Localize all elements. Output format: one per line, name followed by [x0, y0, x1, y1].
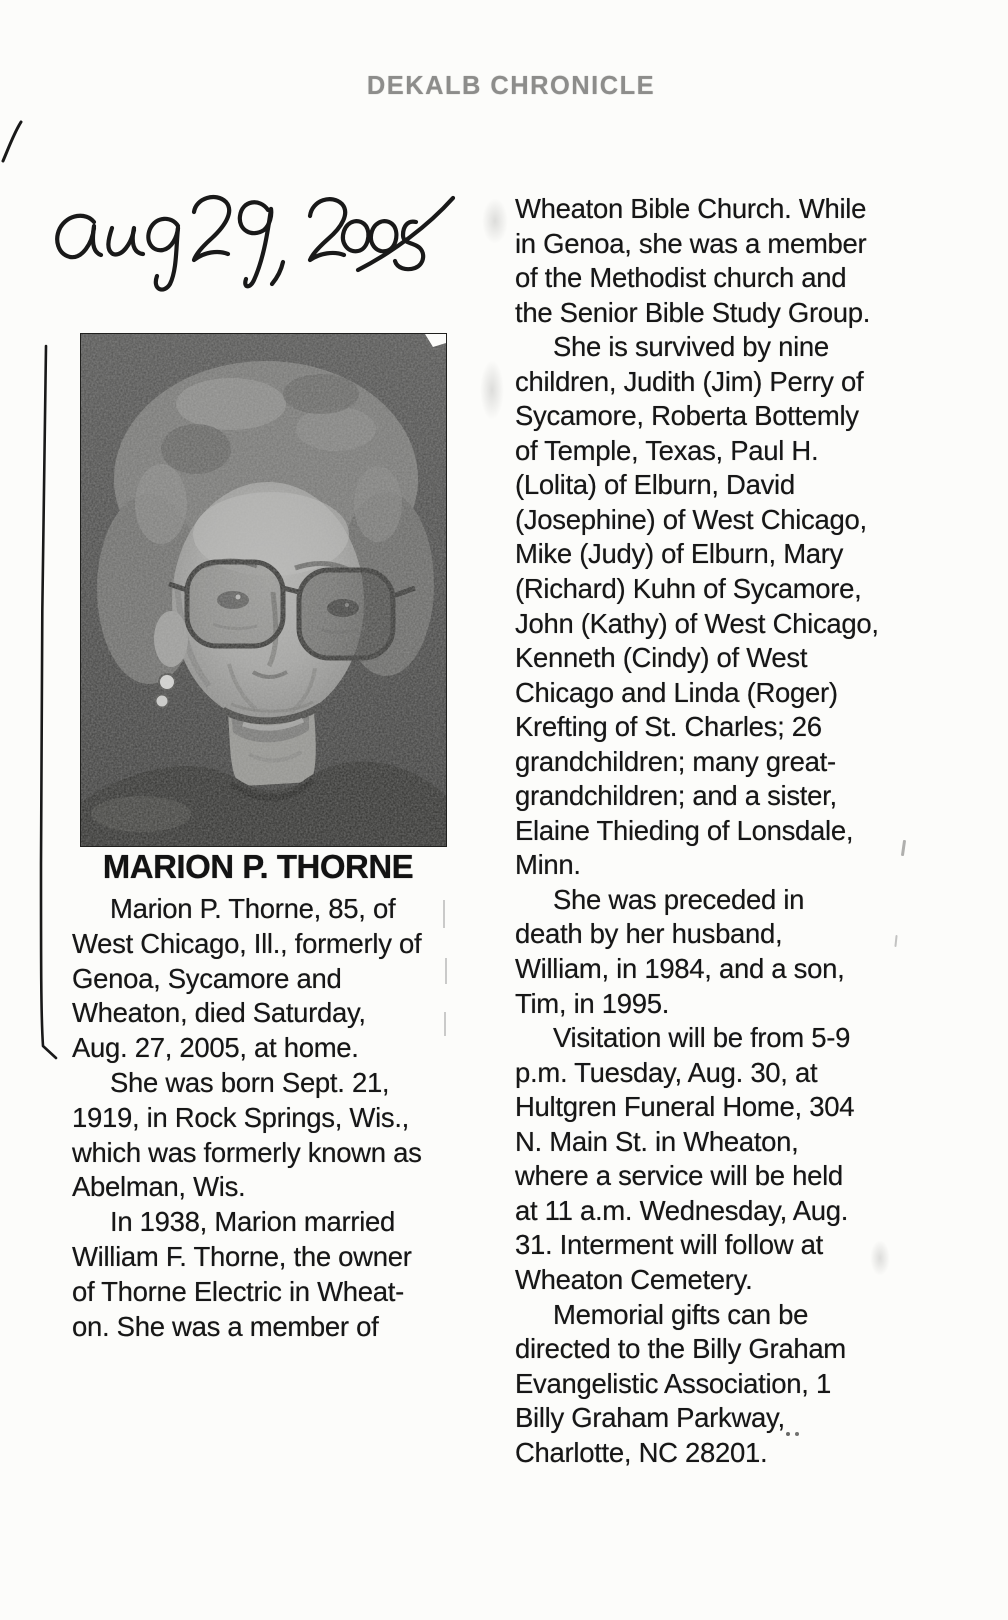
- obit-text-line: Krefting of St. Charles; 26: [515, 711, 822, 743]
- obit-text-line: in Genoa, she was a member: [515, 227, 867, 259]
- obit-text-line: William, in 1984, and a son,: [515, 953, 845, 985]
- scan-artifact: [444, 1012, 446, 1036]
- obituary-headline: MARION P. THORNE: [102, 848, 414, 885]
- obit-text-line: In 1938, Marion married: [110, 1206, 396, 1238]
- obit-text-line: Hultgren Funeral Home, 304: [515, 1091, 855, 1123]
- scan-artifact: [443, 900, 445, 928]
- obit-text-line: at 11 a.m. Wednesday, Aug.: [515, 1194, 849, 1226]
- obit-text-line: of Thorne Electric in Wheat-: [72, 1275, 404, 1307]
- obit-text-line: Kenneth (Cindy) of West: [515, 642, 808, 674]
- obit-text-line: (Josephine) of West Chicago,: [515, 503, 867, 535]
- scan-artifact: [786, 1432, 790, 1436]
- obit-text-line: William F. Thorne, the owner: [72, 1240, 412, 1272]
- obit-text-line: Marion P. Thorne, 85, of: [110, 893, 396, 924]
- pen-line-mark: [34, 344, 60, 1070]
- obit-text-line: Elaine Thieding of Lonsdale,: [515, 814, 854, 846]
- obit-text-line: Abelman, Wis.: [72, 1171, 246, 1203]
- obit-text-line: grandchildren; and a sister,: [515, 780, 837, 812]
- obit-text-line: Tim, in 1995.: [515, 987, 670, 1019]
- obit-text-line: Genoa, Sycamore and: [72, 962, 342, 994]
- scan-artifact: [870, 1240, 890, 1276]
- obit-text-line: She was preceded in: [553, 883, 805, 915]
- obit-text-line: John (Kathy) of West Chicago,: [515, 607, 879, 639]
- obit-text-line: Sycamore, Roberta Bottemly: [515, 400, 859, 432]
- obit-text-line: 31. Interment will follow at: [515, 1229, 823, 1261]
- obit-text-line: directed to the Billy Graham: [515, 1333, 846, 1365]
- obit-text-line: Billy Graham Parkway,: [515, 1402, 785, 1434]
- obituary-column-left: [72, 892, 472, 1344]
- obit-text-line: Visitation will be from 5-9: [553, 1022, 851, 1054]
- obit-text-line: p.m. Tuesday, Aug. 30, at: [515, 1056, 818, 1088]
- handwritten-date: [48, 182, 458, 300]
- publication-stamp: DEKALB CHRONICLE: [366, 70, 656, 100]
- scan-artifact: [482, 198, 508, 244]
- obit-text-line: West Chicago, Ill., formerly of: [72, 927, 422, 959]
- obit-text-line: Aug. 27, 2005, at home.: [72, 1032, 359, 1064]
- obit-text-line: Wheaton Bible Church. While: [515, 193, 867, 224]
- obit-text-line: Minn.: [515, 849, 581, 881]
- scan-artifact: [445, 958, 447, 984]
- obit-text-line: She was born Sept. 21,: [110, 1066, 390, 1098]
- obit-text-line: N. Main St. in Wheaton,: [515, 1125, 799, 1157]
- obit-text-line: the Senior Bible Study Group.: [515, 296, 871, 328]
- pen-stroke-mark: [0, 120, 24, 164]
- obit-text-line: death by her husband,: [515, 918, 783, 950]
- obituary-column-right: [515, 192, 925, 1470]
- obit-text-line: Memorial gifts can be: [553, 1298, 809, 1330]
- obit-text-line: Wheaton, died Saturday,: [72, 997, 366, 1029]
- obit-text-line: She is survived by nine: [553, 331, 829, 363]
- obit-text-line: (Richard) Kuhn of Sycamore,: [515, 573, 862, 605]
- obit-text-line: which was formerly known as: [72, 1136, 422, 1168]
- obit-text-line: of Temple, Texas, Paul H.: [515, 434, 819, 466]
- obit-text-line: Charlotte, NC 28201.: [515, 1436, 768, 1468]
- obituary-photo: [80, 333, 447, 847]
- obit-text-line: grandchildren; many great-: [515, 745, 836, 777]
- portrait-illustration: [81, 334, 446, 846]
- obit-text-line: where a service will be held: [515, 1160, 843, 1192]
- obit-text-line: Chicago and Linda (Roger): [515, 676, 838, 708]
- obit-text-line: Mike (Judy) of Elburn, Mary: [515, 538, 844, 570]
- obit-text-line: children, Judith (Jim) Perry of: [515, 365, 864, 397]
- obit-text-line: on. She was a member of: [72, 1310, 379, 1342]
- scan-artifact: [480, 360, 504, 420]
- obit-text-line: Evangelistic Association, 1: [515, 1367, 831, 1399]
- obit-text-line: (Lolita) of Elburn, David: [515, 469, 795, 501]
- obit-text-line: 1919, in Rock Springs, Wis.,: [72, 1101, 410, 1133]
- obit-text-line: Wheaton Cemetery.: [515, 1263, 753, 1295]
- obit-text-line: of the Methodist church and: [515, 262, 847, 294]
